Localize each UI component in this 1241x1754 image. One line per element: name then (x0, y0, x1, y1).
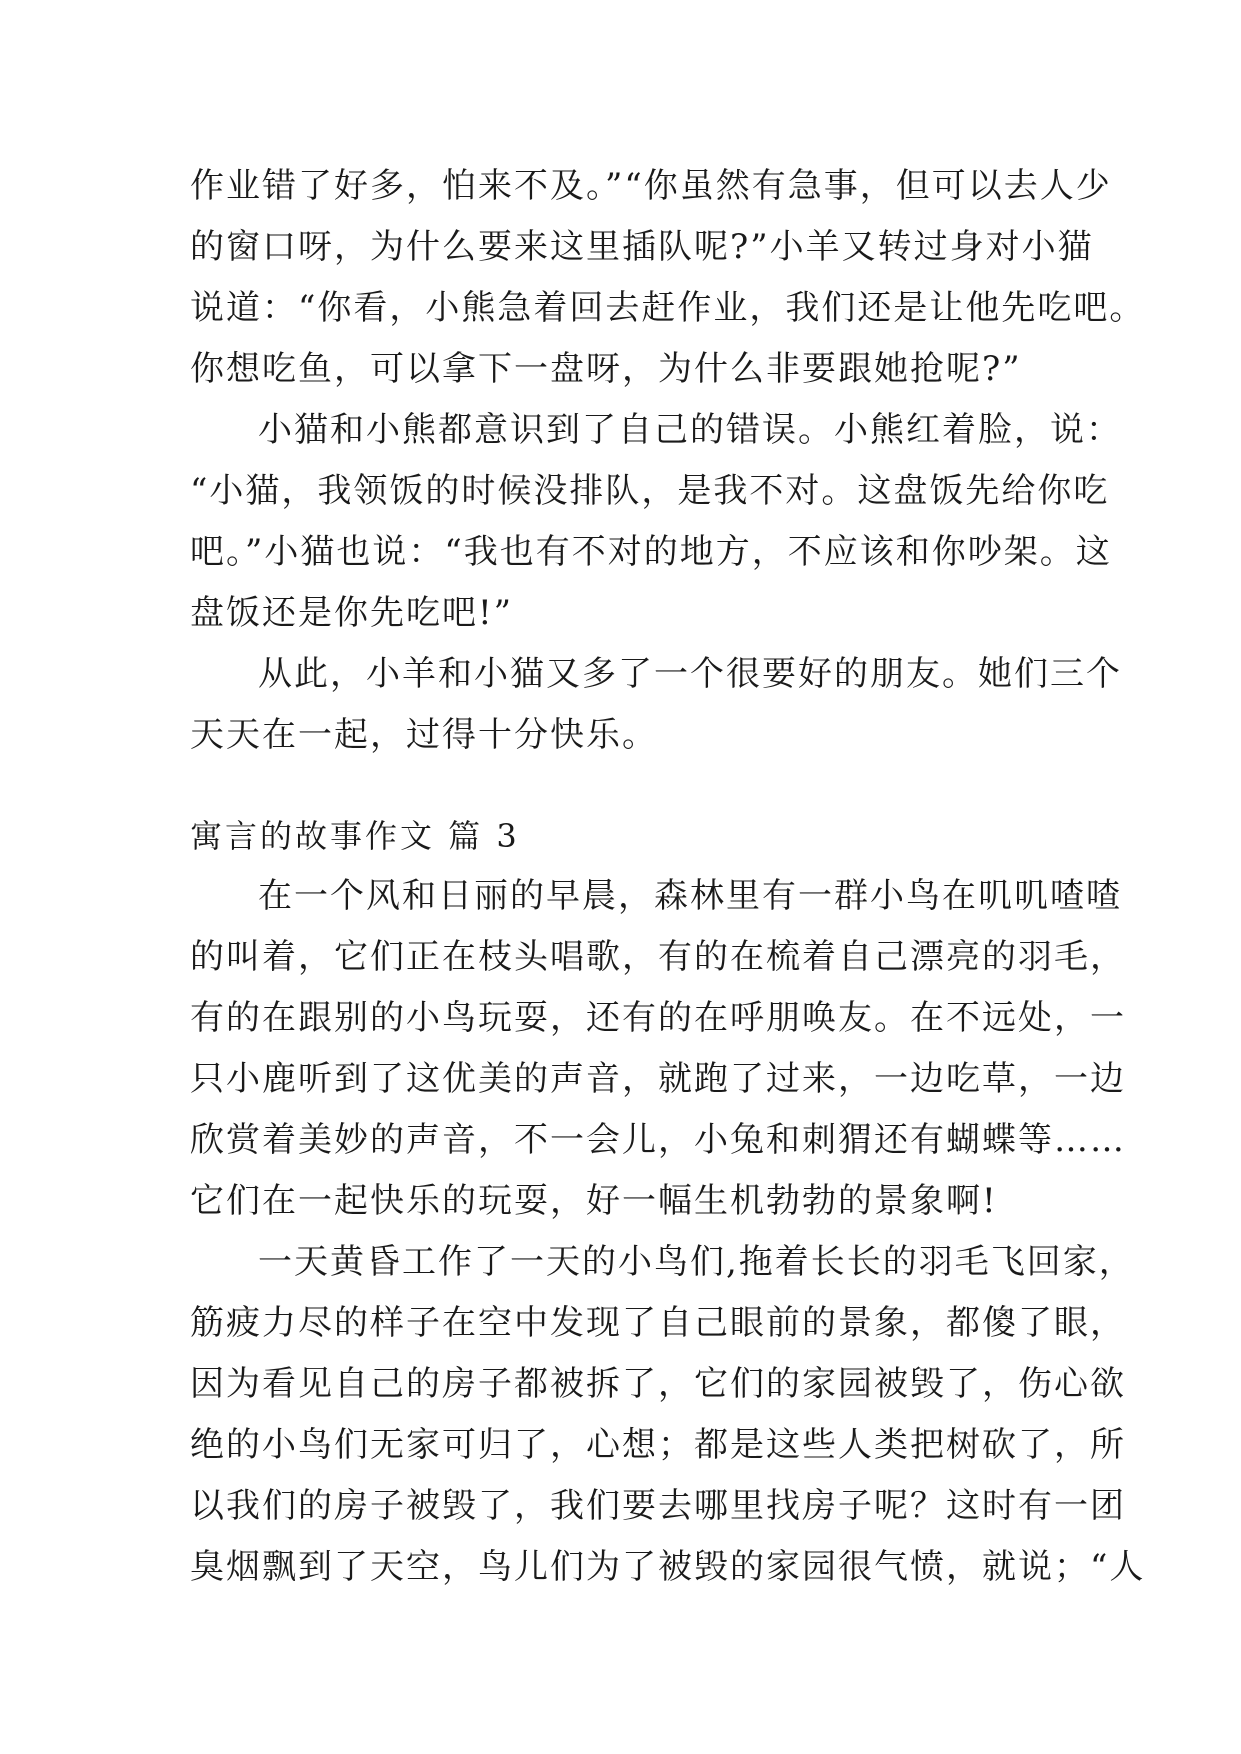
text-line: 绝的小鸟们无家可归了，心想；都是这些人类把树砍了，所 (190, 1425, 1126, 1465)
text-line: 筋疲力尽的样子在空中发现了自己眼前的景象，都傻了眼， (190, 1303, 1126, 1343)
paragraph-first-line: 小猫和小熊都意识到了自己的错误。小熊红着脸，说： (258, 410, 1122, 450)
paragraph-first-line: 从此，小羊和小猫又多了一个很要好的朋友。她们三个 (258, 654, 1122, 694)
text-line: 你想吃鱼，可以拿下一盘呀，为什么非要跟她抢呢?” (190, 349, 1022, 389)
text-line: 臭烟飘到了天空，鸟儿们为了被毁的家园很气愤，就说；“人 (190, 1547, 1146, 1587)
text-line: 吧。”小猫也说：“我也有不对的地方，不应该和你吵架。这 (190, 532, 1112, 572)
paragraph-first-line: 在一个风和日丽的早晨，森林里有一群小鸟在叽叽喳喳 (258, 876, 1122, 916)
text-line: 的窗口呀，为什么要来这里插队呢?”小羊又转过身对小猫 (190, 227, 1094, 267)
text-line: 说道：“你看，小熊急着回去赶作业，我们还是让他先吃吧。 (190, 288, 1146, 328)
text-line: “小猫，我领饭的时候没排队，是我不对。这盘饭先给你吃 (190, 471, 1110, 511)
text-line: 以我们的房子被毁了，我们要去哪里找房子呢？这时有一团 (190, 1486, 1126, 1526)
text-line: 天天在一起，过得十分快乐。 (190, 715, 658, 755)
text-line: 因为看见自己的房子都被拆了，它们的家园被毁了，伤心欲 (190, 1364, 1126, 1404)
section-heading: 寓言的故事作文 篇 3 (190, 817, 520, 855)
text-line: 它们在一起快乐的玩耍，好一幅生机勃勃的景象啊! (190, 1181, 998, 1221)
text-line: 欣赏着美妙的声音，不一会儿，小兔和刺猬还有蝴蝶等…… (190, 1120, 1126, 1160)
text-line: 盘饭还是你先吃吧!” (190, 593, 514, 633)
text-line: 的叫着，它们正在枝头唱歌，有的在梳着自己漂亮的羽毛， (190, 937, 1126, 977)
text-line: 有的在跟别的小鸟玩耍，还有的在呼朋唤友。在不远处，一 (190, 998, 1126, 1038)
text-line: 只小鹿听到了这优美的声音，就跑了过来，一边吃草，一边 (190, 1059, 1126, 1099)
paragraph-first-line: 一天黄昏工作了一天的小鸟们,拖着长长的羽毛飞回家， (258, 1242, 1135, 1282)
text-line: 作业错了好多，怕来不及。”“你虽然有急事，但可以去人少 (190, 166, 1112, 206)
